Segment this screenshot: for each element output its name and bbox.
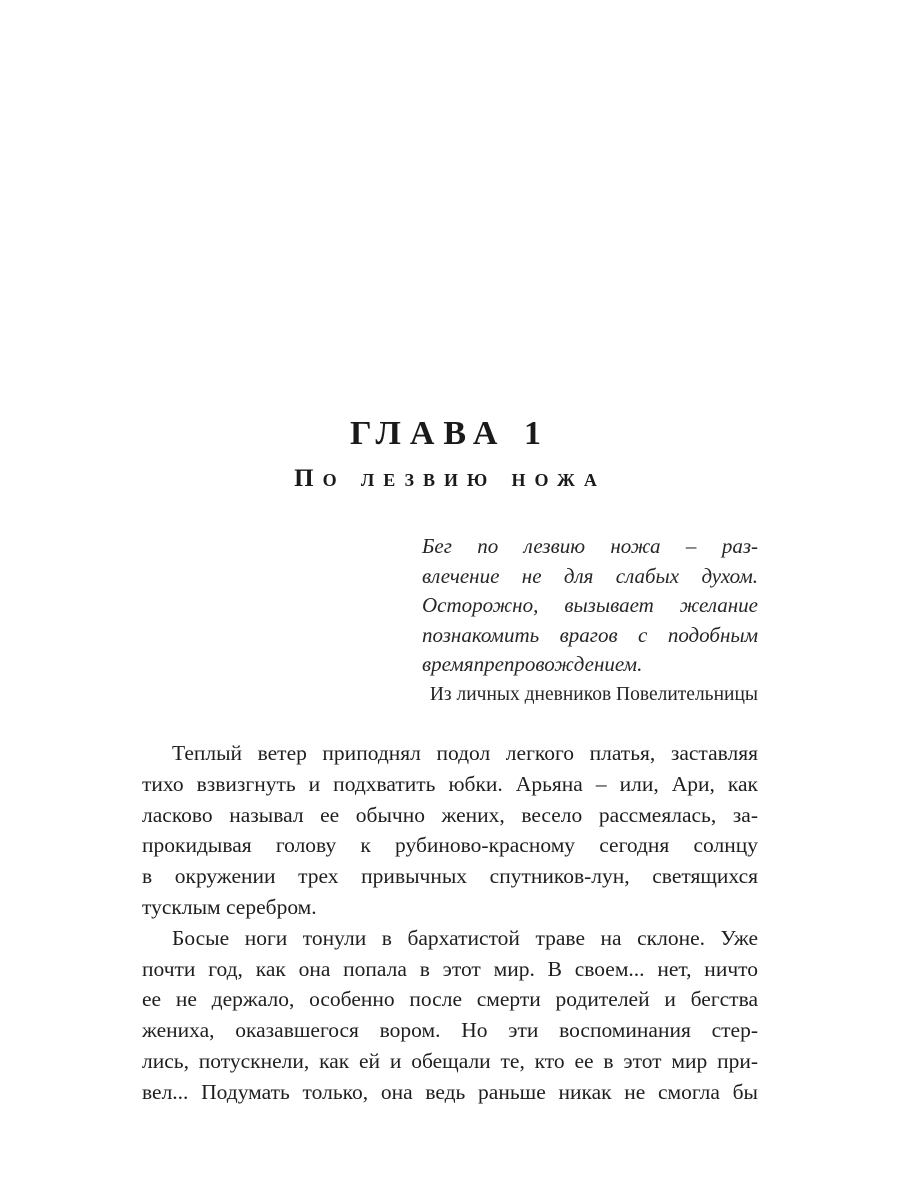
- epigraph-source: Из личных дневников Повелительницы: [429, 684, 758, 705]
- text-line: вел... Подумать только, она ведь раньше никак не смогла бы: [142, 1079, 758, 1104]
- body-text: [142, 738, 758, 1108]
- paragraph: [142, 738, 758, 923]
- text-line: жениха, оказавшегося вором. Но эти воспоминания стер-: [142, 1018, 758, 1043]
- epigraph-line: познакомить врагов с подобным: [422, 622, 758, 647]
- epigraph-line: влечение не для слабых духом.: [422, 563, 758, 588]
- text-line: тихо взвизгнуть и подхватить юбки. Арьяна – или, Ари, как: [142, 771, 758, 796]
- text-line: тусклым серебром.: [142, 894, 317, 919]
- epigraph: [422, 532, 758, 680]
- chapter-title: По лезвию ножа: [294, 465, 606, 492]
- chapter-number: ГЛАВА 1: [350, 415, 550, 452]
- paragraph: [142, 923, 758, 1108]
- epigraph-line: Бег по лезвию ножа – раз-: [422, 534, 758, 558]
- text-line: в окружении трех привычных спутников-лун, светящихся: [142, 864, 758, 889]
- epigraph-line: Осторожно, вызывает желание: [422, 593, 758, 617]
- text-line: прокидывая голову к рубиново-красному сегодня солнцу: [142, 833, 758, 858]
- text-line: Теплый ветер приподнял подол легкого платья, заставляя: [172, 741, 758, 765]
- text-line: лись, потускнели, как ей и обещали те, кто ее в этот мир при-: [142, 1048, 758, 1073]
- text-line: ласково называл ее обычно жених, весело рассмеялась, за-: [142, 802, 758, 827]
- text-line: ее не держало, особенно после смерти родителей и бегства: [142, 987, 758, 1012]
- text-line: Босые ноги тонули в бархатистой траве на склоне. Уже: [172, 925, 758, 950]
- epigraph-line: времяпрепровождением.: [422, 652, 643, 676]
- text-line: почти год, как она попала в этот мир. В своем... нет, ничто: [142, 956, 758, 981]
